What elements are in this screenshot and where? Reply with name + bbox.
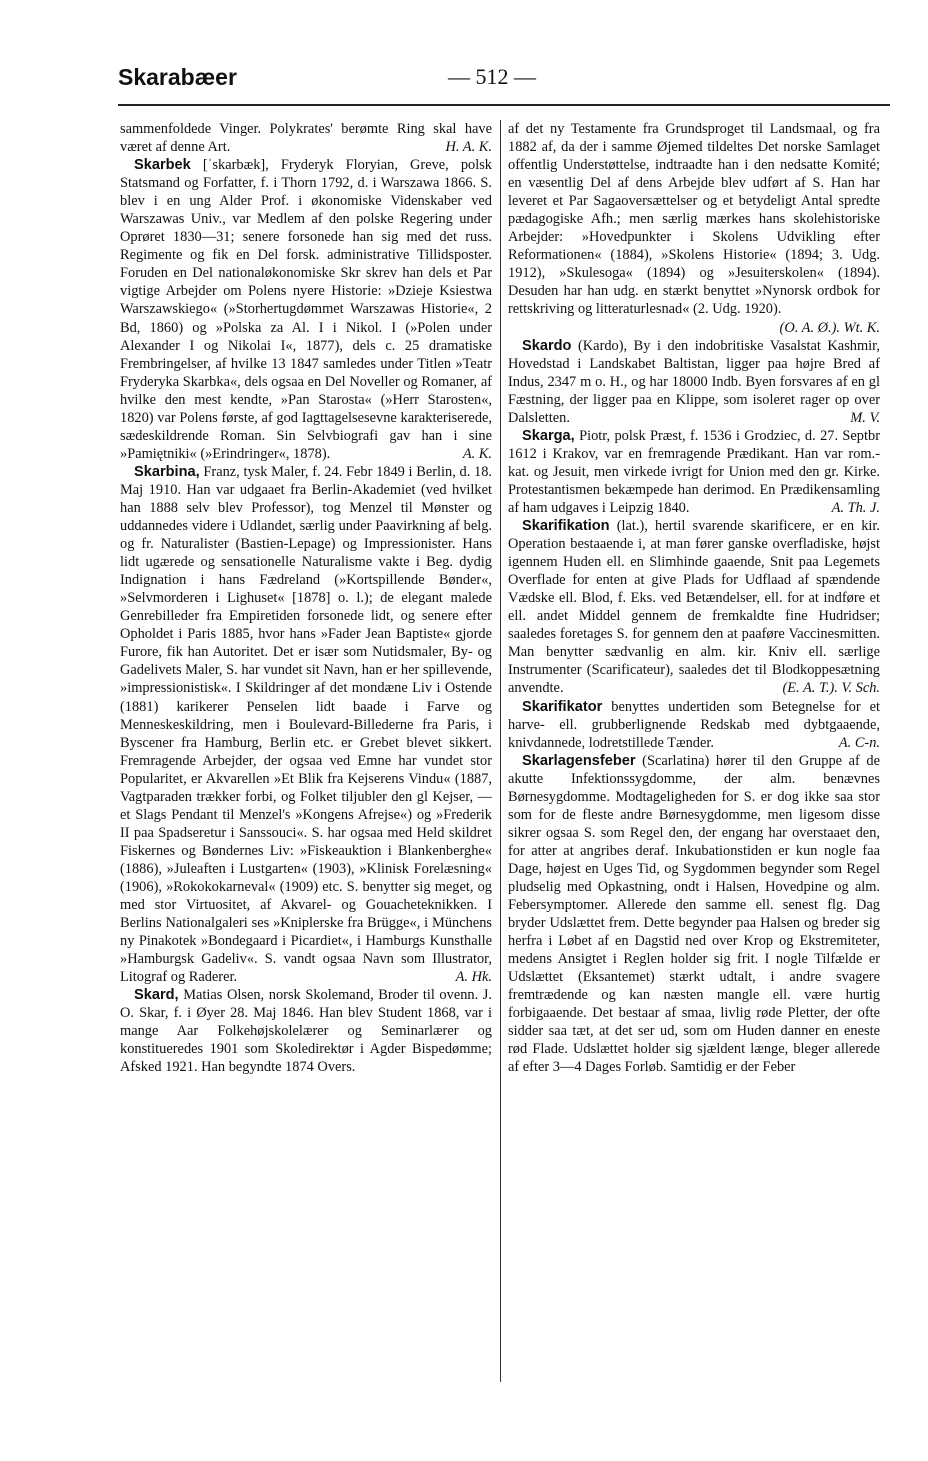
- entry-skarbina: [120, 463, 492, 986]
- entry-headword: Skarbek: [134, 157, 191, 174]
- author-signature: A. C-n.: [838, 734, 880, 751]
- entry-text: [ˈskarbæk], Fryderyk Floryian, Greve, polsk Statsmand og Forfatter, f. i Thorn 1792, d. i Warszawa 1866. S. blev i en ung Alder Prof. i økonomiske Videnskaber ved Warszawas Univ., var Medlem af den polske Regering under Oprøret 1830—31; senere forsonede han sig med det russ. Regimente og fik en Del forsk. administrative Tillidsposter. Foruden en Del nationaløkonomiske Skr skrev han dels et Par vigtige Arbejder om Polens nyere Historie: »Dzieje Ksiestwa Warszawskiego« (»Storhertugdømmet Warszawas Historie«, 2 Bd, 1860) og »Polska za Al. I i Nikol. I (»Polen under Alexander I og Nikolai I«, 1877), dels c. 25 dramatiske Frembringelser, af hvilke 13 1847 samledes under Titlen »Teatr Fryderyka Skarbka«, dels ogsaa en Del Noveller og Romaner, af hvilke den mest kendte, »Pan Starosta« (»Herr Starosten«, 1820) var Polens første, af god Iagttagelsesevne karakteriserede, sædeskildrende Roman. Sin Selvbiografi gav han i sine »Pamiętniki« (»Erindringer«, 1878).: [120, 157, 492, 462]
- entry-headword: Skarifikation: [522, 518, 610, 535]
- entry-continuation: [120, 120, 492, 156]
- entry-skarlagensfeber: [508, 752, 880, 1077]
- page-header: [118, 60, 888, 96]
- entry-text: Piotr, polsk Præst, f. 1536 i Grodziec, d. 27. Septbr 1612 i Krakov, var en fremragende Prædikant. Han var rom.-kat. og Jesuit, men virkede ivrigt for Union med den gr. Kirke. Protestantismen bekæmpede han derimod. En Prædikensamling af ham udgaves i Leipzig 1840.: [508, 427, 880, 516]
- page-number: — 512 —: [448, 64, 536, 89]
- entry-text: Matias Olsen, norsk Skolemand, Broder til ovenn. J. O. Skar, f. i Øyer 28. Maj 1846. Han blev Student 1868, var i mange Aar Folkehøjskolelærer og Seminarlærer og konstitueredes 1901 som Skoledirektør i Agder Bispedømme; Afsked 1921. Han begyndte 1874 Overs.: [120, 987, 492, 1076]
- column-separator: [500, 120, 501, 1382]
- entry-text: benyttes undertiden som Betegnelse for et harve- ell. grubberlignende Redskab med dybtgaaende, knivdannede, lodretstillede Tænder.: [508, 698, 880, 751]
- entry-headword: Skardo: [522, 337, 572, 354]
- entry-text: (lat.), hertil svarende skarificere, er en kir. Operation bestaaende i, at man fører ganske overfladiske, højst igennem Huden ell. en Slimhinde gaaende, Snit paa Legemets Overflade for enten at give Plads for Udflaad af spændende Vædske ell. Blod, f. Eks. ved Betændelser, ell. for at indføre et ell. andet Middel gennem de fremkaldte fine Hudridser; saaledes foretages S. for gennem den at paaføre Vaccinesmitten. Man benytter sædvanlig en alm. kir. Kniv ell. særlige Instrumenter (Scarificateur), saaledes det til Blodkoppesætning anvendte.: [508, 518, 880, 697]
- author-signature: (O. A. Ø.). Wt. K.: [779, 319, 880, 336]
- entry-skarga: [508, 427, 880, 517]
- entry-headword: Skarbina,: [134, 463, 200, 480]
- entry-headword: Skard,: [134, 987, 179, 1004]
- author-signature: H. A. K.: [445, 139, 492, 156]
- entry-skarifikator: [508, 698, 880, 752]
- entry-text: Franz, tysk Maler, f. 24. Febr 1849 i Berlin, d. 18. Maj 1910. Han var udgaaet fra Berlin-Akademiet (ved hvilket han 1888 selv blev Professor), tog Menzel til Mønster og uddannedes videre i Udlandet, særlig under Paavirkning af belg. og fr. Naturalister (Bastien-Lepage) og Impressionister. Hans lidt ugærede og sensationelle Naturalisme vakte i Beg. dydig Indignation i hans Fædreland (»Kortspillende Bønder«, »Selvmorderen i Lighuset« [1878] o. l.); de elegant malede Genrebilleder fra Empiretiden forsonede lidt, og senere efter Opholdet i Paris 1885, hvor hans »Fader Jean Baptiste« gjorde Furore, fik han Autoritet. Det er især som Nutidsmaler, By- og Gadelivets Maler, S. har vundet sit Navn, han er her spillevende, »impressionistisk«. I Skildringer af det mondæne Liv i Ostende (1881) karikerer Penselen lidt baade i Farve og Menneskeskildring, men i Boulevard-Billederne fra Paris, i Byscener fra Hamburg, Berlin etc. er Grebet blevet sikkert. Fremragende Arbejder, der ogsaa ved Emne har vundet stor Popularitet, er Akvarellen »Et Blik fra Kejserens Vindu« (1887, Vagtparaden trækker forbi, og Folket tiljubler den gl Kejser, — et Slags Pendant til Menzel's »Kongens Afrejse«) og »Frederik II paa Spadseretur i Sanssouci«. S. har ogsaa med Held skildret Fiskernes og Bøndernes Liv: »Fiskeauktion i Blankenberghe« (1886), »Juleaften i Lustgarten« (1903), »Klinisk Forelæsning« (1906), »Rokokokarneval« (1909) etc. S. benytter sig meget, og med stor Virtuositet, af Akvarel- og Gouacheteknikken. I Berlins Nationalgaleri ses »Kniplerske fra Brügge«, i Münchens ny Pinakotek »Bondegaard i Picardiet«, i Hamburgs Kunsthalle »Hamburgsk Gadeliv«. S. vandt ogsaa Navn som Illustrator, Litograf og Raderer.: [120, 463, 492, 986]
- entry-skarbek: [120, 156, 492, 463]
- author-signature: A. Hk.: [455, 969, 492, 986]
- entry-skardo: [508, 337, 880, 427]
- entry-text: (Kardo), By i den indobritiske Vasalstat Kashmir, Hovedstad i Landskabet Baltistan, ligger paa højre Bred af Indus, 2347 m o. H., og har 18000 Indb. Byen forsvares af en gl Fæstning, der ligger paa en Klippe, som isoleret rager op over Dalsletten.: [508, 337, 880, 426]
- entry-continuation: [508, 120, 880, 336]
- entry-skard: [120, 986, 492, 1076]
- author-signature: (E. A. T.). V. Sch.: [782, 680, 880, 697]
- author-signature: A. K.: [462, 445, 492, 462]
- header-rule: [118, 104, 890, 106]
- entry-headword: Skarga,: [522, 427, 575, 444]
- author-signature: M. V.: [850, 409, 880, 426]
- entry-text: af det ny Testamente fra Grundsproget til Landsmaal, og fra 1882 af, da der i samme Øjemed tildeltes Det norske Samlaget offentlig Understøttelse, indtraadte han i den nedsatte Komité; en væsentlig Del af dens Arbejde blev udført af S. Han har leveret et Par Sagaoversættelser og et betydeligt Antal spredte pædagogiske Afh.; men særlig mærkes hans skolehistoriske Arbejder: »Hovedpunkter i Skolens Udvikling efter Reformationen« (1884), »Skolens Historie« (1894; 3. Udg. 1912), »Skulesoga« (1894) og »Jesuiterskolen« (1894). Desuden har han udg. en stærkt benyttet »Nynorsk ordbok for rettskriving og litteraturlesnad« (2. Udg. 1920).: [508, 121, 880, 318]
- entry-text: sammenfoldede Vinger. Polykrates' berømte Ring skal have været af denne Art.: [120, 121, 492, 156]
- entry-text: (Scarlatina) hører til den Gruppe af de akutte Infektionssygdomme, der alm. benævnes Børnesygdomme. Modtageligheden for S. er dog ikke saa stor som for de fleste andre Børnesygdomme, men ligesom disse sikrer ogsaa S. som Regel den, der engang har overstaaet den, for atter at angribes deraf. Inkubationstiden er kun nogle faa Dage, højest en Uges Tid, og Sygdommen begynder som Regel pludselig med Opkastning, ondt i Halsen, Hovedpine og alm. Febersymptomer. Allerede den samme ell. senest flg. Dag bryder Udslættet frem. Dette begynder paa Halsen og breder sig herfra i Løbet af en Dagstid ned over Krop og Ekstremiteter, medens Ansigtet i Reglen holder sig frit. I nogle Tilfælde er Udslættet (Eksantemet) stærkt udtalt, i andre svagere fremtrædende og kan næsten mangle ell. være hurtig forbigaaende. Det bestaar af smaa, livlig røde Pletter, der ofte sidder saa tæt, at det ser ud, som om Huden danner en eneste rød Flade. Udslættet holder sig sjældent længe, bleger allerede af efter 3—4 Dages Forløb. Samtidig er der Feber: [508, 752, 880, 1076]
- running-head: Skarabæer: [118, 64, 237, 90]
- left-column: [120, 120, 492, 1390]
- entry-headword: Skarifikator: [522, 698, 603, 715]
- right-column: [508, 120, 880, 1390]
- author-signature: A. Th. J.: [831, 499, 880, 516]
- entry-skarifikation: [508, 517, 880, 697]
- entry-headword: Skarlagensfeber: [522, 752, 636, 769]
